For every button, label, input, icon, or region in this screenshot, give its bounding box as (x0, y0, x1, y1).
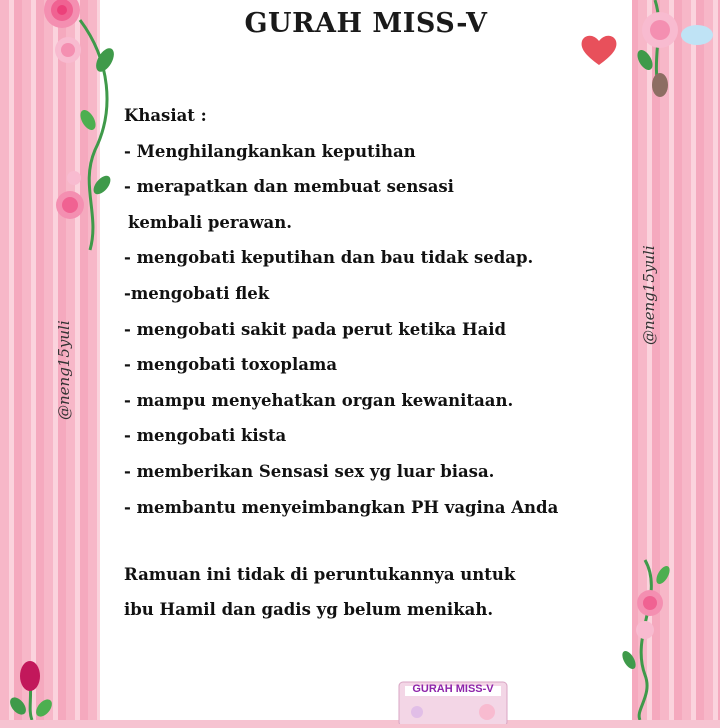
benefit-item: - mengobati toxoplama (124, 355, 338, 375)
page-title: GURAH MISS-V (244, 8, 488, 39)
watermark-left: @neng15yuli (55, 320, 73, 420)
warning-line: Ramuan ini tidak di peruntukannya untuk (124, 565, 516, 584)
benefit-item: - memberikan Sensasi sex yg luar biasa. (124, 461, 495, 481)
benefits-list (124, 98, 634, 525)
benefit-item: -mengobati flek (124, 283, 270, 303)
product-box-label: GURAH MISS-V (412, 683, 494, 695)
benefit-item-continuation: kembali perawan. (128, 212, 292, 232)
benefit-item: - mengobati sakit pada perut ketika Haid (124, 319, 507, 339)
rose-vine-right-top-decoration (625, 0, 720, 110)
benefit-item: - mengobati kista (124, 426, 287, 446)
product-box-image (397, 678, 509, 724)
warning-note (124, 557, 634, 627)
benefit-item: - membantu menyeimbangkan PH vagina Anda (124, 497, 559, 517)
benefit-item: - mengobati keputihan dan bau tidak sedap. (124, 248, 534, 268)
rose-bud-bottom-left-decoration (8, 658, 58, 720)
warning-line: ibu Hamil dan gadis yg belum menikah. (124, 600, 494, 619)
benefit-item: - mampu menyehatkan organ kewanitaan. (124, 390, 514, 410)
benefit-item: - Menghilangkankan keputihan (124, 141, 416, 161)
benefit-item: - merapatkan dan membuat sensasi (124, 177, 454, 197)
watermark-right: @neng15yuli (640, 245, 658, 345)
khasiat-heading: Khasiat : (124, 106, 207, 125)
rose-vine-left-decoration (20, 0, 115, 260)
